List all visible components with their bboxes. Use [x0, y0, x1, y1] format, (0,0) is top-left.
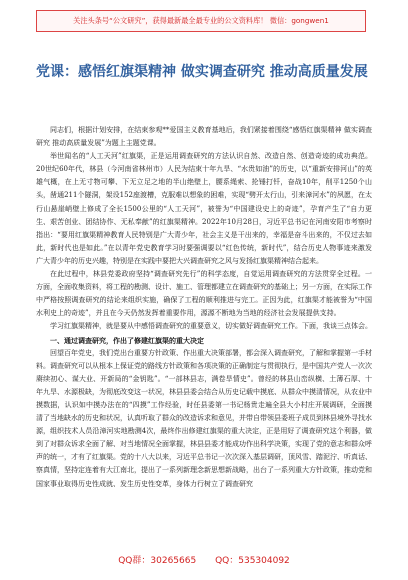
- qq-group-text: QQ群：30265665: [118, 556, 197, 566]
- qq-text: QQ：535304092: [215, 556, 290, 566]
- section-heading: 一、通过调查研究，作出了修建红旗渠的重大决定: [50, 335, 204, 345]
- body-paragraph: 同志们，根据计划安排，在结束参观**爱国主义教育基地后，我们紧接着围绕“感悟红旗渠精神 做实调查研究 推动高质量发展”为题上主题党课。: [36, 126, 372, 148]
- document-title: 党课：感悟红旗渠精神 做实调查研究 推动高质量发展: [36, 64, 368, 80]
- body-paragraph: 回望百年党史，我们党出台重要方针政策、作出重大决策部署，都会深入调查研究，了解和掌握第一手材料。调查研究可以从根本上保证党的路线方针政策和各项决策的正确制定与贯彻执行，是中国共产党人一次次赓续初心、谋大业、开新局的“金钥匙”。“一部林县志，满卷旱情史”。曾经的林县山峦纵横、土薄石厚、十年九旱、水源极缺，为彻底改变这一状况，林县县委会结合从历史记载中摸底、从群众中摸清情况，从农业中摸数据，认识如中摸办法在的“四摸”工作经验，时任县委第一书记杨贵走遍全县大小村庄开展调研，全面摸清了当地缺水的历史和状况，认真听取了群众的改造诉求和意见，并带自带领县委班子成员到林县境外寻找水源，组织技术人员沿漳河实地勘测4次，最终作出修建红旗渠的重大决定，正是用好了调查研究这个利器，做到了对群众诉求全面了解、对当地情况全面掌握，林县县委才能成功作出科学决策，实现了党的意志和群众呼声的统一，才有了红旗渠。党的十八大以来，习近平总书记一次次深入基层调研，顶风雪、踏泥泞、听真话、察真情，坚持定连着有大江南北，提出了一系列新理念新思想新战略，出台了一系列重大方针政策，推动党和国家事业取得历史性成就、发生历史性变革，身体力行树立了调查研究: [36, 348, 372, 488]
- body-paragraph: 在此过程中，林县党委政府坚持“调查研究先行”的科学态度，自觉运用调查研究的方法贯穿全过程。一方面，全面收集资料，将工程的勘测、设计、施工、管理都建立在调查研究的基础上；另一方面，在实际工作中严格按照调查研究的结论来组织实施，确保了工程的顺利推进与完工。正因为此，红旗渠才能被誉为“中国水利史上的奇迹”，并且在今天仍然发挥着重要作用，源源不断地为当地的经济社会发展提供支持。: [36, 270, 372, 318]
- contact-footer: [0, 552, 408, 570]
- body-paragraph: 学习红旗渠精神，就是要从中感悟调查研究的重要意义，切实做好调查研究工作。下面，我谈三点体会。: [50, 322, 372, 331]
- body-paragraph: 举世闻名的“人工天河”红旗渠，正是运用调查研究的方法认识自然、改造自然、创造奇迹的成功典范。20世纪60年代，林县（今河南省林州市）人民为结束十年九旱、“水贵如油”的历史，以“重新安排河山”的英雄气概，在上无寸物可攀、下无立足之地的半山绝壁上，腰系绳索、抡锤打钎，奋战10年，削平1250个山头，凿通211个隧洞，架设152座渡槽，克服难以想象的困难，实现“劈开太行山，引来漳河水”的夙愿，在太行山悬崖峭壁上修成了全长1500公里的“人工天河”，被誉为“中国建设史上的奇迹”，孕育产生了“自力更生、艰苦创业、团结协作、无私奉献”的红旗渠精神。2022年10月28日，习近平总书记在河南安阳市考察时指出：“要用红旗渠精神教育人民特别是广大青少年，社会主义是干出来的，幸福是奋斗出来的，不仅过去如此，新时代也是如此。”在以青年党史教育学习时要强调要以“红色传统，新时代”，结合历史人物事迹来激发广大青少年的历史兴趣，特别是在实践中要把大兴调查研究之风与发扬红旗渠精神结合起来。: [36, 152, 372, 265]
- document-body: [36, 124, 372, 491]
- promo-banner-text: 关注头条号“公文研究”，获得最新最全最专业的公文资料库！ 微信：gongwen1: [73, 16, 329, 25]
- promo-banner: [36, 10, 366, 32]
